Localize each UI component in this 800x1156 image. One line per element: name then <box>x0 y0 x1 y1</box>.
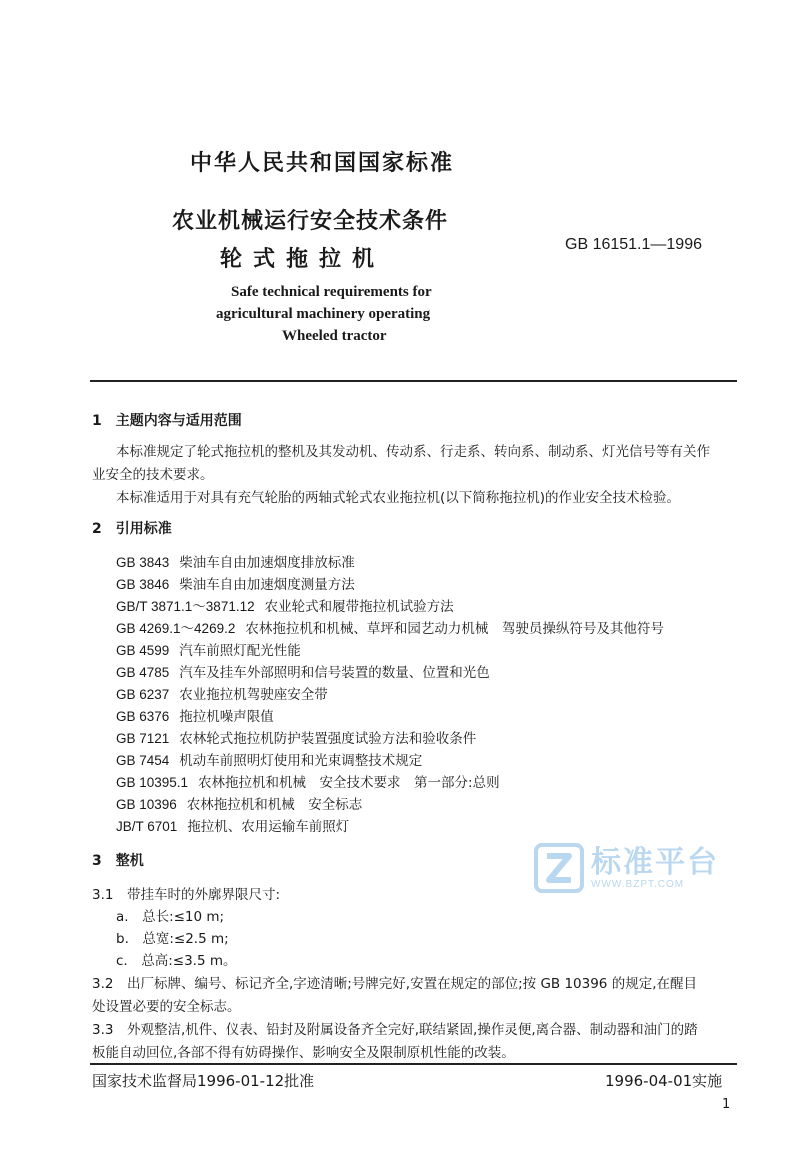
reference-title: 汽车及挂车外部照明和信号装置的数量、位置和光色 <box>179 665 490 681</box>
national-standard-heading: 中华人民共和国国家标准 <box>190 151 455 176</box>
footer-divider <box>90 1063 737 1065</box>
effective-date: 1996-04-01实施 <box>605 1072 723 1090</box>
reference-code: GB 10395.1 <box>116 775 189 790</box>
reference-code: GB 6237 <box>116 687 170 702</box>
reference-item <box>116 771 500 791</box>
reference-title: 汽车前照灯配光性能 <box>179 643 301 659</box>
reference-code: GB 4785 <box>116 665 170 680</box>
reference-title: 拖拉机、农用运输车前照灯 <box>187 819 350 835</box>
reference-title: 农业拖拉机驾驶座安全带 <box>179 687 328 703</box>
reference-code: GB 10396 <box>116 797 177 812</box>
reference-item <box>116 815 349 835</box>
reference-title: 农林轮式拖拉机防护装置强度试验方法和验收条件 <box>179 731 477 747</box>
reference-code: GB 4269.1～4269.2 <box>116 621 236 636</box>
reference-code: GB 3843 <box>116 555 170 570</box>
clause-3-3-line-2: 板能自动回位,各部不得有妨碍操作、影响安全及限制原机性能的改装。 <box>92 1045 515 1061</box>
reference-item <box>116 661 490 681</box>
reference-item <box>116 727 476 747</box>
section-2-heading: 2 引用标准 <box>92 521 172 537</box>
reference-item <box>116 551 355 571</box>
reference-title: 拖拉机噪声限值 <box>179 709 274 725</box>
watermark-logo-icon <box>533 842 585 894</box>
reference-item <box>116 639 301 659</box>
section-1-paragraph-1-line-1: 本标准规定了轮式拖拉机的整机及其发动机、传动系、行走系、转向系、制动系、灯光信号等有关作 <box>116 444 710 460</box>
clause-3-1-c: c. 总高:≤3.5 m。 <box>116 953 237 969</box>
english-title-line-1: Safe technical requirements for <box>231 284 432 300</box>
page-number: 1 <box>722 1097 731 1112</box>
clause-3-1: 3.1 带挂车时的外廓界限尺寸: <box>92 887 281 903</box>
reference-item <box>116 595 454 615</box>
reference-title: 农林拖拉机和机械 安全技术要求 第一部分:总则 <box>198 775 500 791</box>
reference-code: GB 7121 <box>116 731 170 746</box>
reference-title: 农林拖拉机和机械 安全标志 <box>186 797 363 813</box>
reference-title: 农业轮式和履带拖拉机试验方法 <box>264 599 454 615</box>
section-1-paragraph-2: 本标准适用于对具有充气轮胎的两轴式轮式农业拖拉机(以下简称拖拉机)的作业安全技术检验。 <box>116 490 681 506</box>
clause-3-1-a: a. 总长:≤10 m; <box>116 909 225 925</box>
section-1-heading: 1 主题内容与适用范围 <box>92 413 242 429</box>
reference-item <box>116 749 422 769</box>
reference-code: GB 4599 <box>116 643 170 658</box>
reference-title: 柴油车自由加速烟度测量方法 <box>179 577 355 593</box>
clause-3-3-line-1: 3.3 外观整洁,机件、仪表、铅封及附属设备齐全完好,联结紧固,操作灵便,离合器、制动器和油门的踏 <box>92 1022 698 1038</box>
section-3-heading: 3 整机 <box>92 853 144 869</box>
clause-3-2-line-1: 3.2 出厂标牌、编号、标记齐全,字迹清晰;号牌完好,安置在规定的部位;按 GB 10396 的规定,在醒目 <box>92 976 697 992</box>
reference-code: GB/T 3871.1～3871.12 <box>116 599 255 614</box>
reference-title: 柴油车自由加速烟度排放标准 <box>179 555 355 571</box>
reference-item <box>116 617 664 637</box>
title-line-2: 轮式拖拉机 <box>220 247 386 272</box>
reference-code: GB 7454 <box>116 753 170 768</box>
reference-item <box>116 793 362 813</box>
english-title-line-3: Wheeled tractor <box>282 328 387 344</box>
reference-item <box>116 573 355 593</box>
approval-line: 国家技术监督局1996-01-12批准 <box>92 1072 315 1090</box>
reference-code: GB 3846 <box>116 577 170 592</box>
watermark-name: 标准平台 <box>591 844 719 880</box>
clause-3-2-line-2: 处设置必要的安全标志。 <box>92 999 241 1015</box>
reference-title: 机动车前照明灯使用和光束调整技术规定 <box>179 753 423 769</box>
reference-item <box>116 683 328 703</box>
standard-code: GB 16151.1—1996 <box>565 236 702 253</box>
section-1-paragraph-1-line-2: 业安全的技术要求。 <box>92 467 214 483</box>
watermark <box>533 842 719 894</box>
watermark-url: WWW.BZPT.COM <box>591 878 685 890</box>
reference-title: 农林拖拉机和机械、草坪和园艺动力机械 驾驶员操纵符号及其他符号 <box>245 621 664 637</box>
reference-code: GB 6376 <box>116 709 170 724</box>
english-title-line-2: agricultural machinery operating <box>216 306 431 322</box>
header-divider <box>90 380 737 382</box>
title-line-1: 农业机械运行安全技术条件 <box>172 209 449 234</box>
clause-3-1-b: b. 总宽:≤2.5 m; <box>116 931 229 947</box>
reference-code: JB/T 6701 <box>116 819 178 834</box>
reference-item <box>116 705 274 725</box>
